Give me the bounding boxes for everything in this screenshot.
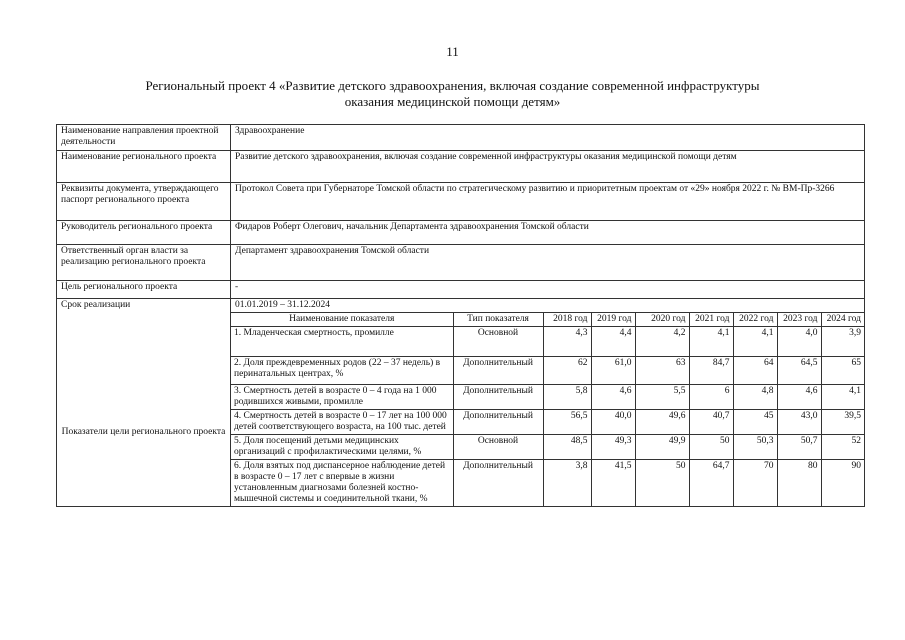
indicator-name: 3. Смертность детей в возрасте 0 – 4 года на 1 000 родившихся живыми, промилле	[231, 385, 453, 410]
indicator-value: 50,7	[777, 435, 821, 460]
indicator-value: 5,8	[543, 385, 591, 410]
table-row	[57, 221, 865, 245]
table-row	[57, 245, 865, 281]
indicator-value: 50	[635, 460, 689, 507]
header-year: 2021 год	[689, 313, 733, 327]
indicator-name: 5. Доля посещений детьми медицинских организаций с профилактическими целями, %	[231, 435, 453, 460]
indicator-value: 40,7	[689, 410, 733, 435]
indicator-value: 64	[733, 357, 777, 385]
indicator-value: 4,4	[591, 327, 635, 357]
indicators-label-cell	[57, 299, 231, 507]
indicator-value: 3,9	[821, 327, 864, 357]
row-value: Департамент здравоохранения Томской области	[231, 245, 865, 281]
page-number: 11	[446, 44, 459, 59]
header-year: 2019 год	[591, 313, 635, 327]
indicator-value: 40,0	[591, 410, 635, 435]
header-year: 2022 год	[733, 313, 777, 327]
indicator-value: 70	[733, 460, 777, 507]
indicator-value: 90	[821, 460, 864, 507]
indicator-type: Дополнительный	[453, 385, 543, 410]
row-value: 01.01.2019 – 31.12.2024	[231, 299, 865, 313]
indicator-value: 4,1	[821, 385, 864, 410]
table-row	[57, 299, 865, 313]
indicator-value: 6	[689, 385, 733, 410]
row-label: Срок реализации	[61, 300, 131, 310]
indicator-name: 2. Доля преждевременных родов (22 – 37 недель) в перинатальных центрах, %	[231, 357, 453, 385]
indicator-value: 4,6	[591, 385, 635, 410]
indicators-label: Показатели цели регионального проекта	[61, 427, 226, 437]
indicator-value: 4,2	[635, 327, 689, 357]
indicator-value: 63	[635, 357, 689, 385]
indicator-value: 4,8	[733, 385, 777, 410]
indicator-value: 5,5	[635, 385, 689, 410]
indicator-value: 49,9	[635, 435, 689, 460]
row-value: -	[231, 281, 865, 299]
indicators-header	[231, 313, 864, 327]
table-row	[57, 125, 865, 151]
indicator-type: Основной	[453, 435, 543, 460]
indicator-value: 4,1	[733, 327, 777, 357]
document-title	[60, 78, 845, 110]
indicator-value: 4,6	[777, 385, 821, 410]
header-year: 2018 год	[543, 313, 591, 327]
indicator-value: 39,5	[821, 410, 864, 435]
indicator-value: 56,5	[543, 410, 591, 435]
header-year: 2020 год	[635, 313, 689, 327]
indicator-value: 45	[733, 410, 777, 435]
indicator-name: 1. Младенческая смертность, промилле	[231, 327, 453, 357]
indicator-value: 43,0	[777, 410, 821, 435]
table-row	[231, 385, 864, 410]
row-label: Цель регионального проекта	[57, 281, 231, 299]
table-row	[231, 410, 864, 435]
indicator-value: 64,5	[777, 357, 821, 385]
row-value: Здравоохранение	[231, 125, 865, 151]
indicator-name: 6. Доля взятых под диспансерное наблюдение детей в возрасте 0 – 17 лет с впервые в жизни установленным диагнозами болезней костно-мышечной системы и соединительной ткани, %	[231, 460, 453, 507]
row-label: Ответственный орган власти за реализацию регионального проекта	[57, 245, 231, 281]
table-row	[57, 151, 865, 183]
indicator-type: Дополнительный	[453, 357, 543, 385]
indicator-value: 41,5	[591, 460, 635, 507]
indicator-value: 50	[689, 435, 733, 460]
indicator-value: 49,6	[635, 410, 689, 435]
indicator-type: Дополнительный	[453, 410, 543, 435]
indicator-value: 4,3	[543, 327, 591, 357]
row-value: Протокол Совета при Губернаторе Томской области по стратегическому развитию и приоритетным проектам от «29» ноября 2022 г. № ВМ-Пр-3266	[231, 183, 865, 221]
indicator-value: 48,5	[543, 435, 591, 460]
row-value: Развитие детского здравоохранения, включая создание современной инфраструктуры оказания медицинской помощи детям	[231, 151, 865, 183]
indicator-value: 4,0	[777, 327, 821, 357]
indicator-value: 65	[821, 357, 864, 385]
indicator-value: 62	[543, 357, 591, 385]
header-year: 2024 год	[821, 313, 864, 327]
indicator-value: 64,7	[689, 460, 733, 507]
table-row	[231, 460, 864, 507]
header-type: Тип показателя	[453, 313, 543, 327]
indicators-table	[231, 313, 864, 506]
header-year: 2023 год	[777, 313, 821, 327]
indicator-value: 80	[777, 460, 821, 507]
table-row	[231, 435, 864, 460]
project-passport-table	[56, 124, 865, 507]
indicator-type: Дополнительный	[453, 460, 543, 507]
indicator-value: 61,0	[591, 357, 635, 385]
table-row	[231, 327, 864, 357]
title-line-2: оказания медицинской помощи детям»	[344, 94, 561, 109]
indicator-value: 52	[821, 435, 864, 460]
indicator-value: 49,3	[591, 435, 635, 460]
indicator-value: 84,7	[689, 357, 733, 385]
table-row	[57, 183, 865, 221]
indicator-type: Основной	[453, 327, 543, 357]
row-value: Фидаров Роберт Олегович, начальник Департамента здравоохранения Томской области	[231, 221, 865, 245]
row-label: Наименование направления проектной деятельности	[57, 125, 231, 151]
row-label: Руководитель регионального проекта	[57, 221, 231, 245]
header-name: Наименование показателя	[231, 313, 453, 327]
row-label: Реквизиты документа, утверждающего паспорт регионального проекта	[57, 183, 231, 221]
table-row	[57, 281, 865, 299]
indicator-value: 3,8	[543, 460, 591, 507]
indicators-cell	[231, 313, 865, 507]
table-row	[231, 357, 864, 385]
row-label: Наименование регионального проекта	[57, 151, 231, 183]
indicator-value: 50,3	[733, 435, 777, 460]
indicator-name: 4. Смертность детей в возрасте 0 – 17 лет на 100 000 детей соответствующего возраста, на 100 тыс. детей	[231, 410, 453, 435]
indicator-value: 4,1	[689, 327, 733, 357]
title-line-1: Региональный проект 4 «Развитие детского здравоохранения, включая создание современной инфраструктуры	[145, 78, 760, 93]
